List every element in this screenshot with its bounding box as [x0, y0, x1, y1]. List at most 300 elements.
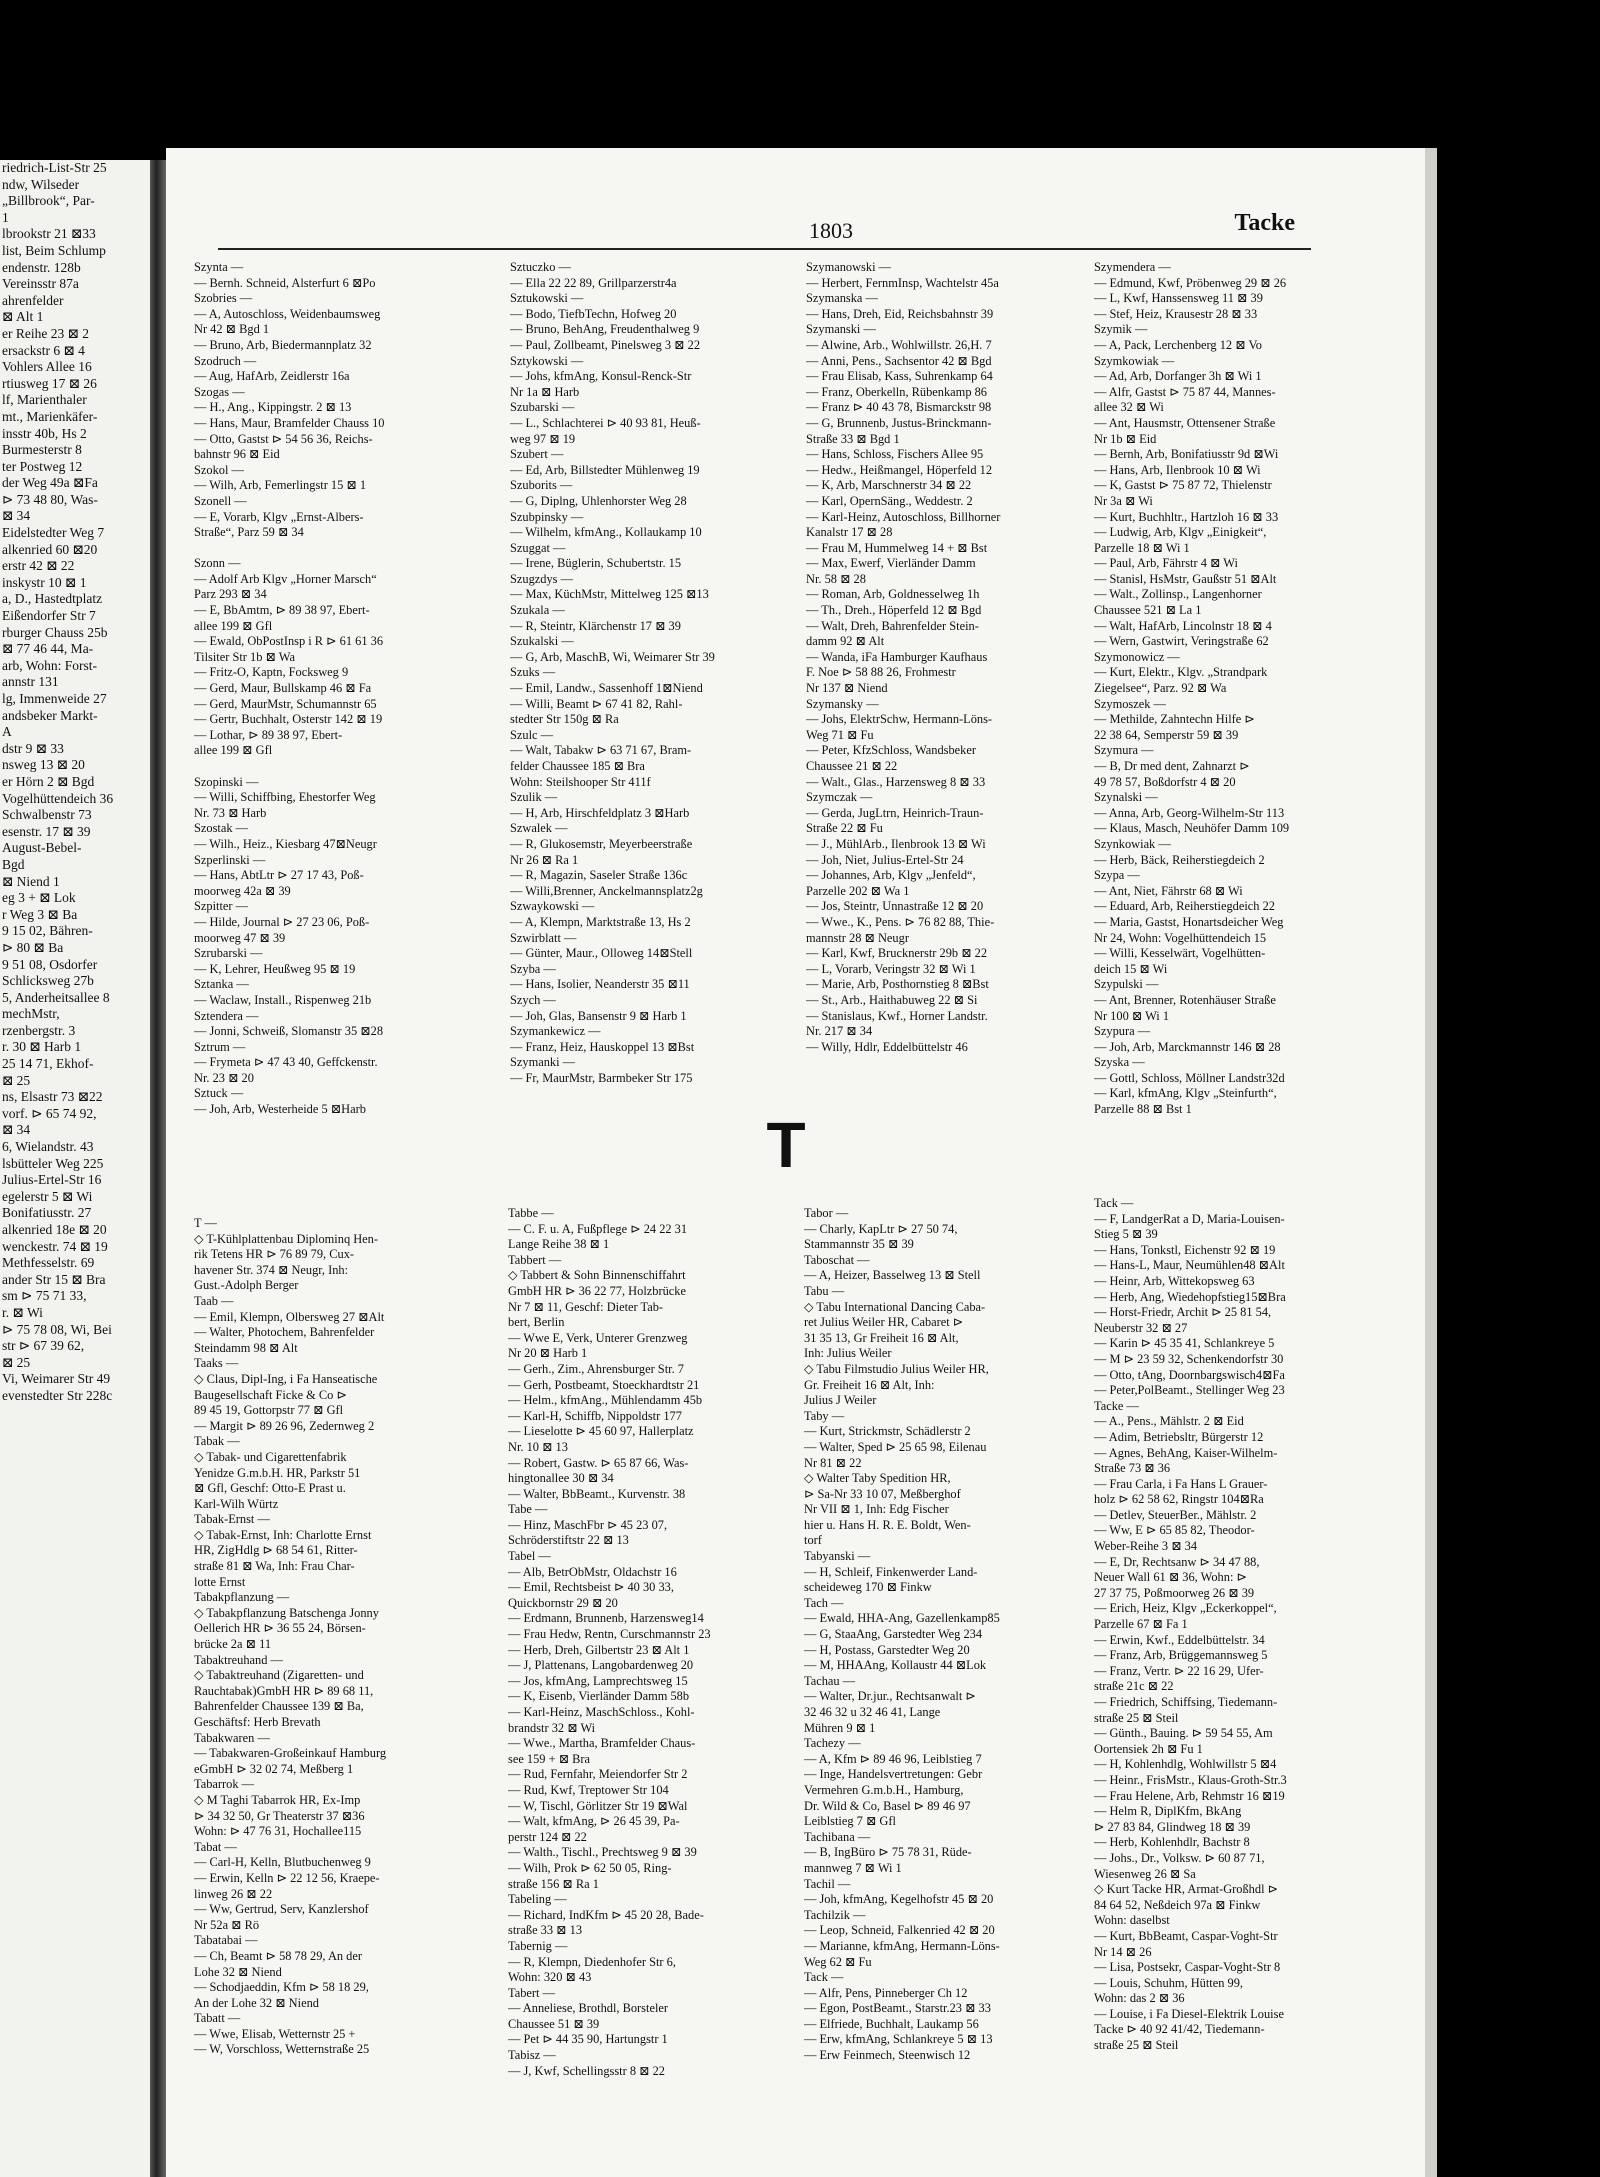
section-letter: T — [766, 1109, 806, 1181]
directory-entry-line: An der Lohe 32 ⊠ Niend — [194, 1995, 319, 2010]
directory-entry-line: HR, ZigHdlg ⊳ 68 54 61, Ritter- — [194, 1543, 358, 1558]
left-page-line: erstr 42 ⊠ 22 — [2, 558, 75, 574]
bottom-column-3 — [804, 1206, 1090, 2064]
left-page-line: dstr 9 ⊠ 33 — [2, 740, 64, 756]
directory-entry-line: Tabatabai — — [194, 1933, 258, 1948]
directory-entry-line: — Walter, Sped ⊳ 25 65 98, Eilenau — [804, 1439, 987, 1454]
directory-entry-line: — Walt., Zollinsp., Langenhorner — [1094, 587, 1262, 602]
directory-entry-line: deich 15 ⊠ Wi — [1094, 961, 1168, 976]
directory-entry-line: Szypulski — — [1094, 977, 1159, 992]
directory-entry-line: allee 199 ⊠ Gfl — [194, 618, 273, 633]
left-page-line: 9 15 02, Bähren- — [2, 923, 93, 939]
directory-entry-line: — Franz, Vertr. ⊳ 22 16 29, Ufer- — [1094, 1663, 1264, 1678]
directory-entry-line: holz ⊳ 62 58 62, Ringstr 104⊠Ra — [1094, 1492, 1264, 1507]
directory-entry-line: — St., Arb., Haithabuweg 22 ⊠ Si — [806, 992, 978, 1007]
directory-entry-line: Bahrenfelder Chaussee 139 ⊠ Ba, — [194, 1699, 364, 1714]
directory-entry-line: — Max, KüchMstr, Mittelweg 125 ⊠13 — [510, 587, 709, 602]
directory-entry-line: perstr 124 ⊠ 22 — [508, 1829, 587, 1844]
directory-entry-line: — K, Arb, Marschnerstr 34 ⊠ 22 — [806, 478, 972, 493]
directory-entry-line: — Hans, Tonkstl, Eichenstr 92 ⊠ 19 — [1094, 1242, 1276, 1257]
directory-entry-line: straße 21c ⊠ 22 — [1094, 1679, 1174, 1694]
directory-entry-line: — Pet ⊳ 44 35 90, Hartungstr 1 — [508, 2032, 668, 2047]
directory-entry-line: Nr 137 ⊠ Niend — [806, 681, 888, 696]
directory-entry-line: — Methilde, Zahntechn Hilfe ⊳ — [1094, 712, 1255, 727]
directory-entry-line: Nr 52a ⊠ Rö — [194, 1917, 260, 1932]
directory-entry-line: — H, Postass, Garstedter Weg 20 — [804, 1642, 970, 1657]
directory-entry-line: — Ewald, ObPostInsp i R ⊳ 61 61 36 — [194, 634, 384, 649]
directory-entry-line: Parzelle 67 ⊠ Fa 1 — [1094, 1617, 1188, 1632]
directory-entry-line: — Elfriede, Buchhalt, Laukamp 56 — [804, 2016, 979, 2031]
directory-entry-line: Szokol — — [194, 462, 244, 477]
directory-entry-line: Sztuck — — [194, 1086, 244, 1101]
directory-entry-line: — Stanislaus, Kwf., Horner Landstr. — [806, 1008, 988, 1023]
directory-entry-line: Szymik — — [1094, 322, 1148, 337]
left-page-line: ersackstr 6 ⊠ 4 — [2, 342, 85, 358]
directory-entry-line: allee 199 ⊠ Gfl — [194, 743, 273, 758]
directory-entry-line: — Frau Hedw, Rentn, Curschmannstr 23 — [508, 1627, 711, 1642]
left-page-line: ⊠ Niend 1 — [2, 873, 60, 889]
directory-entry-line: Sztrum — — [194, 1039, 246, 1054]
directory-entry-line: — G, Brunnenb, Justus-Brinckmann- — [806, 415, 992, 430]
directory-entry-line: — Frau Helene, Arb, Rehmstr 16 ⊠19 — [1094, 1788, 1285, 1803]
directory-entry-line: Szymanski — — [806, 322, 876, 337]
directory-entry-line: — Karl-Heinz, Autoschloss, Billhorner — [806, 509, 1001, 524]
directory-entry-line: — M, HHAAng, Kollaustr 44 ⊠Lok — [804, 1658, 987, 1673]
left-page-line: 6, Wielandstr. 43 — [2, 1139, 94, 1155]
directory-entry-line: ◇ Claus, Dipl-Ing, i Fa Hanseatische — [194, 1371, 378, 1386]
directory-entry-line: — Erw, kfmAng, Schlankreye 5 ⊠ 13 — [804, 2032, 993, 2047]
directory-entry-line: — H, Kohlenhdlg, Wohlwillstr 5 ⊠4 — [1094, 1757, 1277, 1772]
directory-entry-line: — Frau Elisab, Kass, Suhrenkamp 64 — [806, 369, 993, 384]
left-page-line: 1 — [2, 209, 9, 225]
left-page-line: ⊳ 75 78 08, Wi, Bei — [2, 1321, 112, 1337]
directory-entry-line: Tachezy — — [804, 1736, 861, 1751]
left-page-line: ander Str 15 ⊠ Bra — [2, 1271, 106, 1287]
directory-entry-line: — W, Tischl, Görlitzer Str 19 ⊠Wal — [508, 1798, 688, 1813]
directory-entry-line: Szymura — — [1094, 743, 1154, 758]
directory-entry-line: — Marianne, kfmAng, Hermann-Löns- — [804, 1938, 1000, 1953]
directory-entry-line: Quickbornstr 29 ⊠ 20 — [508, 1595, 618, 1610]
directory-entry-line: — Alfr, Gastst ⊳ 75 87 44, Mannes- — [1094, 384, 1276, 399]
directory-entry-line: — Lisa, Postsekr, Caspar-Voght-Str 8 — [1094, 1960, 1281, 1975]
directory-entry-line: — Marie, Arb, Posthornstieg 8 ⊠Bst — [806, 977, 989, 992]
directory-entry-line: straße 81 ⊠ Wa, Inh: Frau Char- — [194, 1559, 355, 1574]
directory-entry-line: Nr 3a ⊠ Wi — [1094, 493, 1153, 508]
directory-entry-line: — Wern, Gastwirt, Veringstraße 62 — [1094, 634, 1269, 649]
directory-entry-line: Tabeling — — [508, 1892, 567, 1907]
directory-entry-line: Tabel — — [508, 1549, 551, 1564]
directory-entry-line: — Karl-Heinz, MaschSchloss., Kohl- — [508, 1705, 695, 1719]
directory-entry-line: Wohn: das 2 ⊠ 36 — [1094, 1991, 1185, 2006]
directory-entry-line: — R, Glukosemstr, Meyerbeerstraße — [510, 836, 693, 851]
left-page-line: ter Postweg 12 — [2, 458, 83, 474]
page-number: 1803 — [809, 218, 853, 243]
bottom-column-2 — [508, 1206, 796, 2079]
directory-entry-line: Szukalski — — [510, 634, 574, 649]
directory-entry-line: — Helm., kfmAng., Mühlendamm 45b — [508, 1393, 703, 1408]
directory-entry-line: — Ed, Arb, Billstedter Mühlenweg 19 — [510, 462, 700, 477]
directory-entry-line: — J., MühlArb., Ilenbrook 13 ⊠ Wi — [806, 836, 986, 851]
directory-entry-line: — Aug, HafArb, Zeidlerstr 16a — [194, 369, 350, 384]
directory-entry-line: T — — [194, 1216, 217, 1230]
directory-entry-line: Schröderstiftstr 22 ⊠ 13 — [508, 1533, 629, 1548]
directory-entry-line: ◇ Walter Taby Spedition HR, — [804, 1471, 951, 1486]
directory-entry-line: Straße 22 ⊠ Fu — [806, 821, 883, 836]
directory-entry-line: Baugesellschaft Ficke & Co ⊳ — [194, 1387, 347, 1402]
directory-entry-line: — A., Pens., Mählstr. 2 ⊠ Eid — [1094, 1414, 1244, 1429]
left-page-line: lg, Immenweide 27 — [2, 691, 107, 706]
directory-entry-line: Nr 81 ⊠ 22 — [804, 1455, 862, 1470]
left-page-line: r. ⊠ Wi — [2, 1304, 43, 1320]
directory-entry-line: brandstr 32 ⊠ Wi — [508, 1720, 596, 1735]
left-page-line: ⊠ 34 — [2, 1122, 31, 1138]
left-page-line: endenstr. 128b — [2, 259, 81, 275]
left-page-line: ⊠ 25 — [2, 1354, 31, 1370]
directory-entry-line: Szrubarski — — [194, 946, 263, 961]
directory-entry-line: mannweg 7 ⊠ Wi 1 — [804, 1860, 902, 1875]
left-page-line: Julius-Ertel-Str 16 — [2, 1172, 102, 1188]
directory-entry-line: — Wanda, iFa Hamburger Kaufhaus — [806, 649, 988, 664]
directory-entry-line: — Karl-H, Schiffb, Nippoldstr 177 — [508, 1408, 682, 1423]
left-page-line: insstr 40b, Hs 2 — [2, 425, 87, 441]
directory-entry-line: Szobries — — [194, 291, 253, 306]
directory-entry-line: — Walth., Tischl., Prechtsweg 9 ⊠ 39 — [508, 1845, 697, 1860]
directory-entry-line: — Anna, Arb, Georg-Wilhelm-Str 113 — [1094, 805, 1285, 820]
directory-entry-line: — M ⊳ 23 59 32, Schenkendorfstr 30 — [1094, 1351, 1284, 1366]
directory-entry-line: — Willi, Beamt ⊳ 67 41 82, Rahl- — [510, 696, 683, 711]
directory-entry-line: Dr. Wild & Co, Basel ⊳ 89 46 97 — [804, 1798, 971, 1813]
directory-entry-line: — Ella 22 22 89, Grillparzerstr4a — [510, 275, 677, 290]
directory-entry-line: Szonell — — [194, 493, 247, 508]
directory-entry-line: ⊠ Gfl, Geschf: Otto-E Prast u. — [194, 1481, 346, 1496]
directory-entry-line: Szodruch — — [194, 353, 257, 368]
directory-entry-line: Nr. 23 ⊠ 20 — [194, 1070, 254, 1085]
directory-entry-line: Tilsiter Str 1b ⊠ Wa — [194, 649, 295, 664]
directory-entry-line: Szyba — — [510, 961, 556, 976]
directory-entry-line: — Walt, Dreh, Bahrenfelder Stein- — [806, 618, 979, 633]
left-page-line: lbrookstr 21 ⊠33 — [2, 226, 96, 242]
directory-entry-line: Tach — — [804, 1595, 844, 1610]
directory-entry-line: Leiblstieg 7 ⊠ Gfl — [804, 1814, 896, 1829]
directory-entry-line: Lohe 32 ⊠ Niend — [194, 1964, 282, 1979]
left-page-line: ahrenfelder — [2, 292, 64, 308]
left-page-line: ⊳ 73 48 80, Was- — [2, 491, 98, 507]
directory-entry-line: Szogas — — [194, 384, 245, 399]
directory-entry-line: — Horst-Friedr, Archit ⊳ 25 81 54, — [1094, 1305, 1272, 1320]
directory-entry-line: Inh: Julius Weiler — [804, 1346, 892, 1361]
directory-entry-line: damm 92 ⊠ Alt — [806, 634, 885, 649]
directory-entry-line — [194, 759, 502, 775]
directory-entry-line: 84 64 52, Neßdeich 97a ⊠ Finkw — [1094, 1897, 1261, 1912]
left-page-line: 25 14 71, Ekhof- — [2, 1056, 94, 1072]
directory-entry-line: — Wwe, Elisab, Wetternstr 25 + — [194, 2026, 356, 2041]
directory-entry-line: — Max, Ewerf, Vierländer Damm — [806, 556, 976, 571]
left-page-line: list, Beim Schlump — [2, 242, 106, 258]
directory-entry-line: Tabak — — [194, 1434, 240, 1449]
directory-entry-line: 49 78 57, Boßdorfstr 4 ⊠ 20 — [1094, 774, 1236, 789]
directory-entry-line: — L, Kwf, Hanssensweg 11 ⊠ 39 — [1094, 291, 1263, 306]
directory-entry-line: Straße 33 ⊠ Bgd 1 — [806, 431, 900, 446]
directory-entry-line: Szukala — — [510, 603, 565, 618]
book-gutter — [150, 160, 166, 2177]
directory-entry-line: — A, Kfm ⊳ 89 46 96, Leiblstieg 7 — [804, 1751, 982, 1766]
directory-entry-line: Szymoszek — — [1094, 696, 1166, 711]
directory-entry-line: Taby — — [804, 1408, 845, 1423]
directory-entry-line: — Klaus, Masch, Neuhöfer Damm 109 — [1094, 821, 1290, 836]
directory-entry-line: — E, Dr, Rechtsanw ⊳ 34 47 88, — [1094, 1554, 1260, 1569]
directory-entry-line: Tabernig — — [508, 1938, 568, 1953]
directory-entry-line: Parzelle 18 ⊠ Wi 1 — [1094, 540, 1190, 555]
directory-entry-line: — Karl, OpernSäng., Weddestr. 2 — [806, 493, 973, 508]
directory-entry-line: Szymansky — — [806, 696, 879, 711]
left-page-line: Schwalbenstr 73 — [2, 807, 92, 823]
directory-entry-line: — Walter, Dr.jur., Rechtsanwalt ⊳ — [804, 1689, 976, 1704]
directory-entry-line: Szonn — — [194, 556, 241, 571]
left-page-line: wenckestr. 74 ⊠ 19 — [2, 1238, 108, 1254]
directory-entry-line: — Richard, IndKfm ⊳ 45 20 28, Bade- — [508, 1907, 704, 1922]
directory-entry-line: — Erich, Heiz, Klgv „Eckerkoppel“, — [1094, 1601, 1277, 1616]
directory-entry-line: Julius J Weiler — [804, 1393, 877, 1408]
directory-entry-line: straße 156 ⊠ Ra 1 — [508, 1876, 599, 1891]
directory-entry-line: — Bodo, TiefbTechn, Hofweg 20 — [510, 306, 677, 321]
left-page-line: annstr 131 — [2, 674, 59, 690]
directory-entry-line: Parz 293 ⊠ 34 — [194, 587, 267, 602]
left-page-line: ⊠ 25 — [2, 1072, 31, 1088]
directory-entry-line: — Anni, Pens., Sachsentor 42 ⊠ Bgd — [806, 353, 992, 368]
running-header: Tacke — [1234, 210, 1295, 236]
directory-entry-line: — Emil, Klempn, Olbersweg 27 ⊠Alt — [194, 1309, 385, 1324]
directory-entry-line: — Peter, KfzSchloss, Wandsbeker — [806, 743, 976, 758]
directory-entry-line: — Hans, Schloss, Fischers Allee 95 — [806, 447, 984, 462]
left-page-line: Vereinsstr 87a — [2, 276, 79, 292]
directory-entry-line: Szyska — — [1094, 1055, 1145, 1070]
directory-entry-line: Szugzdys — — [510, 571, 573, 586]
directory-entry-line: — Eduard, Arb, Reiherstiegdeich 22 — [1094, 899, 1275, 914]
directory-entry-line: ◇ M Taghi Tabarrok HR, Ex-Imp — [194, 1792, 361, 1807]
directory-entry-line: Szynkowiak — — [1094, 836, 1171, 851]
directory-entry-line: Sztukowski — — [510, 291, 584, 306]
left-page-line: inskystr 10 ⊠ 1 — [2, 574, 87, 590]
directory-entry-line: Straße“, Parz 59 ⊠ 34 — [194, 525, 304, 540]
directory-entry-line: scheideweg 170 ⊠ Finkw — [804, 1580, 932, 1595]
directory-entry-line: — Walt, HafArb, Lincolnstr 18 ⊠ 4 — [1094, 618, 1272, 633]
directory-entry-line: Nr 14 ⊠ 26 — [1094, 1944, 1152, 1959]
directory-entry-line: Wohn: 320 ⊠ 43 — [508, 1970, 592, 1985]
directory-entry-line: Sztykowski — — [510, 353, 584, 368]
left-page-line: mechMstr, — [2, 1006, 60, 1022]
directory-entry-line: ◇ T-Kühlplattenbau Diplominq Hen- — [194, 1231, 379, 1246]
directory-entry-line: — Karl, Kwf, Brucknerstr 29b ⊠ 22 — [806, 946, 988, 961]
directory-entry-line: — Gerd, Maur, Bullskamp 46 ⊠ Fa — [194, 681, 372, 696]
directory-entry-line: F. Noe ⊳ 58 88 26, Frohmestr — [806, 665, 956, 680]
directory-entry-line: — Wilh, Prok ⊳ 62 50 05, Ring- — [508, 1860, 672, 1875]
directory-entry-line: — Kurt, Buchhltr., Hartzloh 16 ⊠ 33 — [1094, 509, 1279, 524]
left-page-line: vorf. ⊳ 65 74 92, — [2, 1105, 97, 1121]
directory-entry-line: Szuborits — — [510, 478, 573, 493]
directory-entry-line: — Frau Carla, i Fa Hans L Grauer- — [1094, 1476, 1268, 1491]
left-page-line: arb, Wohn: Forst- — [2, 657, 98, 673]
directory-entry-line: Nr 26 ⊠ Ra 1 — [510, 852, 579, 867]
directory-entry-line: — Herb, Kohlenhdlr, Bachstr 8 — [1094, 1835, 1250, 1850]
directory-entry-line: ◇ Tabbert & Sohn Binnenschiffahrt — [508, 1268, 686, 1283]
directory-entry-line: — Detlev, SteuerBer., Mählstr. 2 — [1094, 1507, 1257, 1522]
directory-entry-line: lotte Ernst — [194, 1574, 246, 1589]
directory-entry-line: — K, Eisenb, Vierländer Damm 58b — [508, 1689, 690, 1704]
directory-entry-line: — Peter,PolBeamt., Stellinger Weg 23 — [1094, 1383, 1285, 1398]
directory-entry-line: — R, Klempn, Diedenhofer Str 6, — [508, 1954, 676, 1969]
directory-entry-line: — Maria, Gastst, Honartsdeicher Weg — [1094, 914, 1284, 929]
left-page-line: Eidelstedter Weg 7 — [2, 525, 105, 541]
directory-entry-line: — Tabakwaren-Großeinkauf Hamburg — [194, 1746, 387, 1761]
directory-entry-line: — Fritz-O, Kaptn, Focksweg 9 — [194, 665, 349, 680]
directory-entry-line: hingtonallee 30 ⊠ 34 — [508, 1471, 614, 1486]
directory-entry-line: — Ww, Gertrud, Serv, Kanzlershof — [194, 1902, 369, 1917]
directory-entry-line: — Willi,Brenner, Anckelmannsplatz2g — [510, 883, 703, 898]
directory-entry-line: Szymendera — — [1094, 260, 1171, 274]
directory-entry-line: Rauchtabak)GmbH HR ⊳ 89 68 11, — [194, 1683, 374, 1698]
left-page-line: andsbeker Markt- — [2, 707, 98, 723]
directory-entry-line: Szuggat — — [510, 540, 566, 555]
directory-entry-line: see 159 + ⊠ Bra — [508, 1751, 591, 1766]
directory-entry-line: Szynalski — — [1094, 790, 1158, 805]
directory-entry-line: Vermehren G.m.b.H., Hamburg, — [804, 1782, 964, 1797]
directory-entry-line: — Gertr, Buchhalt, Osterstr 142 ⊠ 19 — [194, 712, 383, 727]
directory-entry-line: Szpitter — — [194, 899, 249, 914]
left-page-line: Vohlers Allee 16 — [2, 359, 92, 375]
directory-entry-line: Tabisz — — [508, 2048, 556, 2063]
directory-entry-line: Szubarski — — [510, 400, 575, 415]
directory-entry-line: felder Chaussee 185 ⊠ Bra — [510, 759, 645, 773]
directory-entry-line: Chaussee 521 ⊠ La 1 — [1094, 603, 1202, 618]
directory-entry-line: Szymonowicz — — [1094, 649, 1180, 664]
left-page-line: esenstr. 17 ⊠ 39 — [2, 823, 91, 839]
directory-entry-line: — Bernh. Schneid, Alsterfurt 6 ⊠Po — [194, 275, 376, 290]
directory-entry-line: — Johs, ElektrSchw, Hermann-Löns- — [806, 712, 993, 727]
bottom-column-1 — [194, 1216, 500, 2058]
left-page-line: der Weg 49a ⊠Fa — [2, 475, 98, 491]
left-page-line: ⊳ 80 ⊠ Ba — [2, 939, 64, 955]
left-page-line: lf, Marienthaler — [2, 392, 87, 408]
directory-entry-line: — Paul, Arb, Fährstr 4 ⊠ Wi — [1094, 556, 1238, 571]
left-page-line: Burmesterstr 8 — [2, 442, 82, 458]
directory-entry-line: ◇ Tabak- und Cigarettenfabrik — [194, 1449, 347, 1464]
directory-entry-line: — H., Ang., Kippingstr. 2 ⊠ 13 — [194, 400, 352, 415]
directory-entry-line: ◇ Tabakpflanzung Batschenga Jonny — [194, 1605, 379, 1620]
directory-entry-line: — E, Vorarb, Klgv „Ernst-Albers- — [194, 509, 364, 524]
left-page-line: alkenried 60 ⊠20 — [2, 541, 98, 557]
directory-entry-line: — Franz, Oberkelln, Rübenkamp 86 — [806, 384, 988, 399]
left-page-line: ⊠ Alt 1 — [2, 309, 44, 325]
directory-entry-line: — Karl, kfmAng, Klgv „Steinfurth“, — [1094, 1086, 1277, 1101]
directory-entry-line: — Wwe., Martha, Bramfelder Chaus- — [508, 1736, 696, 1751]
directory-entry-line: Szymanki — — [510, 1055, 576, 1070]
directory-entry-line: havener Str. 374 ⊠ Neugr, Inh: — [194, 1262, 349, 1277]
directory-entry-line: Weber-Reihe 3 ⊠ 34 — [1094, 1539, 1198, 1554]
directory-entry-line: Taab — — [194, 1293, 234, 1308]
directory-entry-line: straße 25 ⊠ Steil — [1094, 2038, 1179, 2053]
directory-entry-line: — Wwe., K., Pens. ⊳ 76 82 88, Thie- — [806, 914, 995, 929]
directory-entry-line: — Kurt, Strickmstr, Schädlerstr 2 — [804, 1424, 971, 1439]
directory-entry-line: — Gerh., Zim., Ahrensburger Str. 7 — [508, 1361, 684, 1376]
left-page-line: r. 30 ⊠ Harb 1 — [2, 1039, 82, 1055]
directory-entry-line: Stieg 5 ⊠ 39 — [1094, 1227, 1158, 1242]
directory-entry-line: Stammannstr 35 ⊠ 39 — [804, 1237, 914, 1252]
directory-entry-line: Taboschat — — [804, 1252, 870, 1267]
directory-entry-line: — H, Schleif, Finkenwerder Land- — [804, 1564, 978, 1579]
directory-entry-line: Neuer Wall 61 ⊠ 36, Wohn: ⊳ — [1094, 1570, 1247, 1585]
directory-entry-line: Chaussee 51 ⊠ 39 — [508, 2016, 600, 2031]
directory-entry-line: — Günter, Maur., Olloweg 14⊠Stell — [510, 946, 693, 961]
left-page-line: a, D., Hastedtplatz — [2, 591, 103, 607]
left-page-line: er Reihe 23 ⊠ 2 — [2, 325, 90, 341]
directory-entry-line: Parzelle 88 ⊠ Bst 1 — [1094, 1102, 1192, 1117]
directory-entry-line: — B, IngBüro ⊳ 75 78 31, Rüde- — [804, 1845, 972, 1860]
left-page-line: alkenried 18e ⊠ 20 — [2, 1222, 107, 1237]
bottom-column-4 — [1094, 1196, 1378, 2054]
directory-entry-line: — Ant, Brenner, Rotenhäuser Straße — [1094, 992, 1276, 1007]
left-page-line: riedrich-List-Str 25 — [2, 160, 107, 175]
directory-entry-line: — Walter, Photochem, Bahrenfelder — [194, 1325, 375, 1340]
directory-entry-line: Weg 71 ⊠ Fu — [806, 727, 874, 742]
directory-entry-line: Szymanska — — [806, 291, 878, 306]
directory-entry-line: — Louise, i Fa Diesel-Elektrik Louise — [1094, 2006, 1284, 2021]
directory-entry-line: Nr VII ⊠ 1, Inh: Edg Fischer — [804, 1502, 949, 1517]
left-page-line: er Hörn 2 ⊠ Bgd — [2, 773, 95, 789]
directory-entry-line: — Jos, kfmAng, Lamprechtsweg 15 — [508, 1673, 688, 1688]
directory-entry-line: Yenidze G.m.b.H. HR, Parkstr 51 — [194, 1465, 361, 1480]
directory-entry-line: — L., Schlachterei ⊳ 40 93 81, Heuß- — [510, 415, 701, 430]
directory-entry-line: Szymankewicz — — [510, 1024, 601, 1039]
directory-entry-line: ◇ Kurt Tacke HR, Armat-Großhdl ⊳ — [1094, 1882, 1278, 1897]
directory-entry-line: ⊳ 27 83 84, Glindweg 18 ⊠ 39 — [1094, 1819, 1251, 1834]
directory-entry-line: — A, Klempn, Marktstraße 13, Hs 2 — [510, 914, 691, 929]
directory-page — [166, 148, 1425, 2177]
directory-entry-line: — Joh, Arb, Marckmannstr 146 ⊠ 28 — [1094, 1039, 1281, 1054]
directory-entry-line: Szuks — — [510, 665, 556, 680]
directory-entry-line: — R, Steintr, Klärchenstr 17 ⊠ 39 — [510, 618, 681, 633]
directory-entry-line: Szymczak — — [806, 790, 873, 805]
directory-entry-line: — Adolf Arb Klgv „Horner Marsch“ — [194, 571, 377, 586]
directory-entry-line: Tabbe — — [508, 1206, 554, 1220]
directory-entry-line: — K, Gastst ⊳ 75 87 72, Thielenstr — [1094, 478, 1272, 493]
directory-entry-line: Parzelle 202 ⊠ Wa 1 — [806, 883, 910, 898]
directory-entry-line: — Walter, BbBeamt., Kurvenstr. 38 — [508, 1486, 686, 1501]
left-page-line: ⊠ 34 — [2, 508, 31, 524]
directory-entry-line: — Ww, E ⊳ 65 85 82, Theodor- — [1094, 1523, 1255, 1538]
directory-entry-line: Mühren 9 ⊠ 1 — [804, 1720, 876, 1735]
directory-entry-line: Chaussee 21 ⊠ 22 — [806, 759, 898, 773]
directory-entry-line: — Hans, AbtLtr ⊳ 27 17 43, Poß- — [194, 868, 364, 883]
directory-entry-line: — Robert, Gastw. ⊳ 65 87 66, Was- — [508, 1455, 689, 1470]
directory-entry-line: Taaks — — [194, 1356, 239, 1371]
left-page-line: Bonifatiusstr. 27 — [2, 1205, 92, 1221]
directory-entry-line: — Gerh, Postbeamt, Stoeckhardtstr 21 — [508, 1377, 700, 1392]
directory-entry-line: Tabu — — [804, 1283, 845, 1298]
directory-entry-line: Straße 73 ⊠ 36 — [1094, 1461, 1171, 1476]
directory-entry-line: — Emil, Landw., Sassenhoff 1⊠Niend — [510, 681, 703, 696]
directory-entry-line: Tack — — [804, 1970, 844, 1985]
directory-entry-line: Lange Reihe 38 ⊠ 1 — [508, 1237, 610, 1252]
directory-entry-line: — Erw Feinmech, Steenwisch 12 — [804, 2048, 971, 2063]
left-page-fragment — [0, 160, 150, 2177]
directory-entry-line: — A, Heizer, Basselweg 13 ⊠ Stell — [804, 1268, 981, 1283]
directory-entry-line: — F, LandgerRat a D, Maria-Louisen- — [1094, 1211, 1285, 1226]
left-page-line: „Billbrook“, Par- — [2, 193, 95, 209]
directory-entry-line: linweg 26 ⊠ 22 — [194, 1886, 273, 1901]
directory-entry-line: — Paul, Zollbeamt, Pinelsweg 3 ⊠ 22 — [510, 337, 701, 352]
directory-entry-line: Szypura — — [1094, 1024, 1151, 1039]
directory-entry-line: — Karin ⊳ 45 35 41, Schlankreye 5 — [1094, 1336, 1275, 1351]
